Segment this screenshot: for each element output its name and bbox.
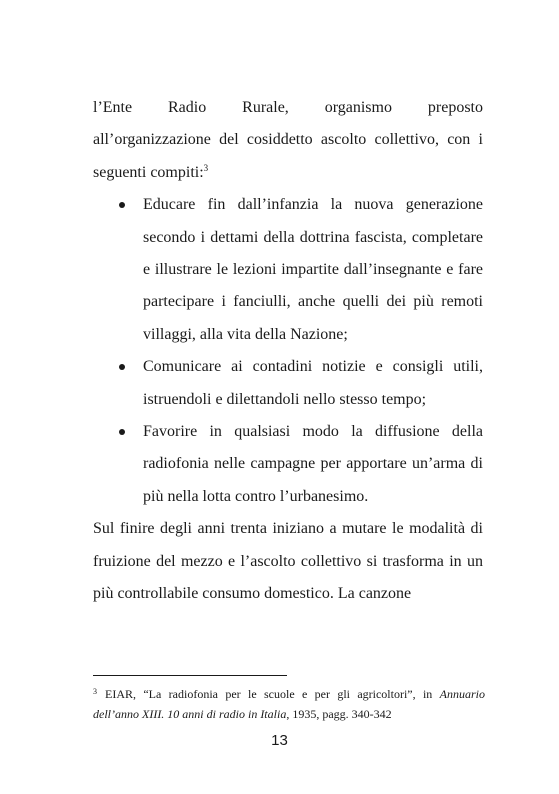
list-item: [93, 416, 483, 513]
paragraph-intro-rest: all’organizzazione del cosiddetto ascolto collettivo, con i seguenti compiti:: [93, 131, 483, 181]
bullet-icon: [119, 202, 125, 208]
footnote-number: 3: [93, 687, 97, 696]
bullet-icon: [119, 429, 125, 435]
footnote-separator: [93, 675, 287, 676]
task-list: [93, 189, 483, 513]
bullet-icon: [119, 364, 125, 370]
paragraph-closing: Sul finire degli anni trenta iniziano a mutare le modalità di fruizione del mezzo e l’ascolto collettivo si trasforma in un più controllabile consumo domestico. La canzone: [93, 520, 483, 603]
list-item: [93, 189, 483, 351]
footnote: [93, 684, 485, 724]
paragraph-intro-first-line: l’Ente Radio Rurale, organismo preposto: [93, 99, 483, 116]
footnote-suffix: , 1935, pagg. 340-342: [286, 707, 392, 721]
page-number: 13: [271, 732, 288, 749]
list-item: [93, 351, 483, 416]
footnote-reference[interactable]: 3: [203, 162, 209, 173]
list-item-text: Comunicare ai contadini notizie e consigli utili, istruendoli e dilettandoli nello stesso tempo;: [143, 358, 483, 408]
footnote-prefix: EIAR, “La radiofonia per le scuole e per gli agricoltori”, in: [105, 687, 433, 701]
list-item-text: Favorire in qualsiasi modo la diffusione della radiofonia nelle campagne per apportare un’arma di più nella lotta contro l’urbanesimo.: [143, 423, 483, 505]
footnote-source-title: Annuario dell’anno XIII. 10 anni di radio in Italia: [93, 687, 485, 721]
body-text: [93, 92, 483, 611]
list-item-text: Educare fin dall’infanzia la nuova generazione secondo i dettami della dottrina fascista, completare e illustrare le lezioni impartite dall’insegnante e fare partecipare i fanciulli, anche quelli dei più remoti villaggi, alla vita della Nazione;: [143, 196, 483, 343]
paragraph-intro: [93, 92, 483, 189]
